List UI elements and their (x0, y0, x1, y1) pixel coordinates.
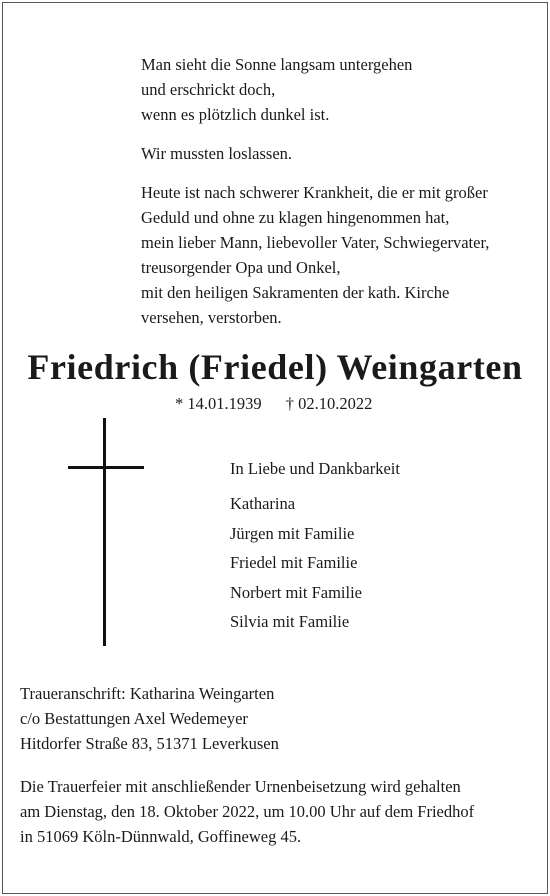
address-line: Traueranschrift: Katharina Weingarten (20, 684, 275, 703)
announcement-line: Geduld und ohne zu klagen hingenommen hat, (141, 208, 450, 227)
life-dates (175, 394, 372, 414)
service-line: am Dienstag, den 18. Oktober 2022, um 10.00 Uhr auf dem Friedhof (20, 802, 475, 821)
service-line: Die Trauerfeier mit anschließender Urnenbeisetzung wird gehalten (20, 777, 461, 796)
poem-line: wenn es plötzlich dunkel ist. (141, 105, 330, 124)
birth-date: * 14.01.1939 (175, 394, 262, 413)
announcement-paragraph (141, 180, 541, 330)
mourners-block (230, 456, 400, 637)
poem-line: Man sieht die Sonne langsam untergehen (141, 55, 413, 74)
announcement-line: mein lieber Mann, liebevoller Vater, Schwiegervater, (141, 233, 490, 252)
announcement-line: treusorgender Opa und Onkel, (141, 258, 341, 277)
poem-line: Wir mussten loslassen. (141, 144, 293, 163)
deceased-name: Friedrich (Friedel) Weingarten (27, 347, 523, 387)
announcement-line: mit den heiligen Sakramenten der kath. Kirche (141, 283, 450, 302)
address-line: Hitdorfer Straße 83, 51371 Leverkusen (20, 734, 279, 753)
mourning-address (20, 681, 279, 756)
opening-text (141, 52, 541, 344)
announcement-line: versehen, verstorben. (141, 308, 282, 327)
death-date: † 02.10.2022 (285, 394, 373, 413)
poem-line: und erschrickt doch, (141, 80, 276, 99)
cross-horizontal-bar (68, 466, 144, 469)
mourner-name: Silvia mit Familie (230, 612, 350, 631)
mourners-intro: In Liebe und Dankbarkeit (230, 459, 400, 478)
funeral-service-info (20, 774, 474, 849)
poem-stanza-1 (141, 52, 541, 127)
cross-vertical-bar (103, 418, 106, 646)
mourner-name: Friedel mit Familie (230, 553, 358, 572)
mourner-name: Katharina (230, 494, 296, 513)
announcement-line: Heute ist nach schwerer Krankheit, die er mit großer (141, 183, 488, 202)
mourner-name: Norbert mit Familie (230, 582, 362, 602)
cross-icon (68, 418, 144, 646)
mourner-name: Jürgen mit Familie (230, 523, 355, 543)
service-line: in 51069 Köln-Dünnwald, Goffineweg 45. (20, 827, 302, 846)
address-line: c/o Bestattungen Axel Wedemeyer (20, 709, 248, 728)
poem-stanza-2 (141, 141, 541, 166)
